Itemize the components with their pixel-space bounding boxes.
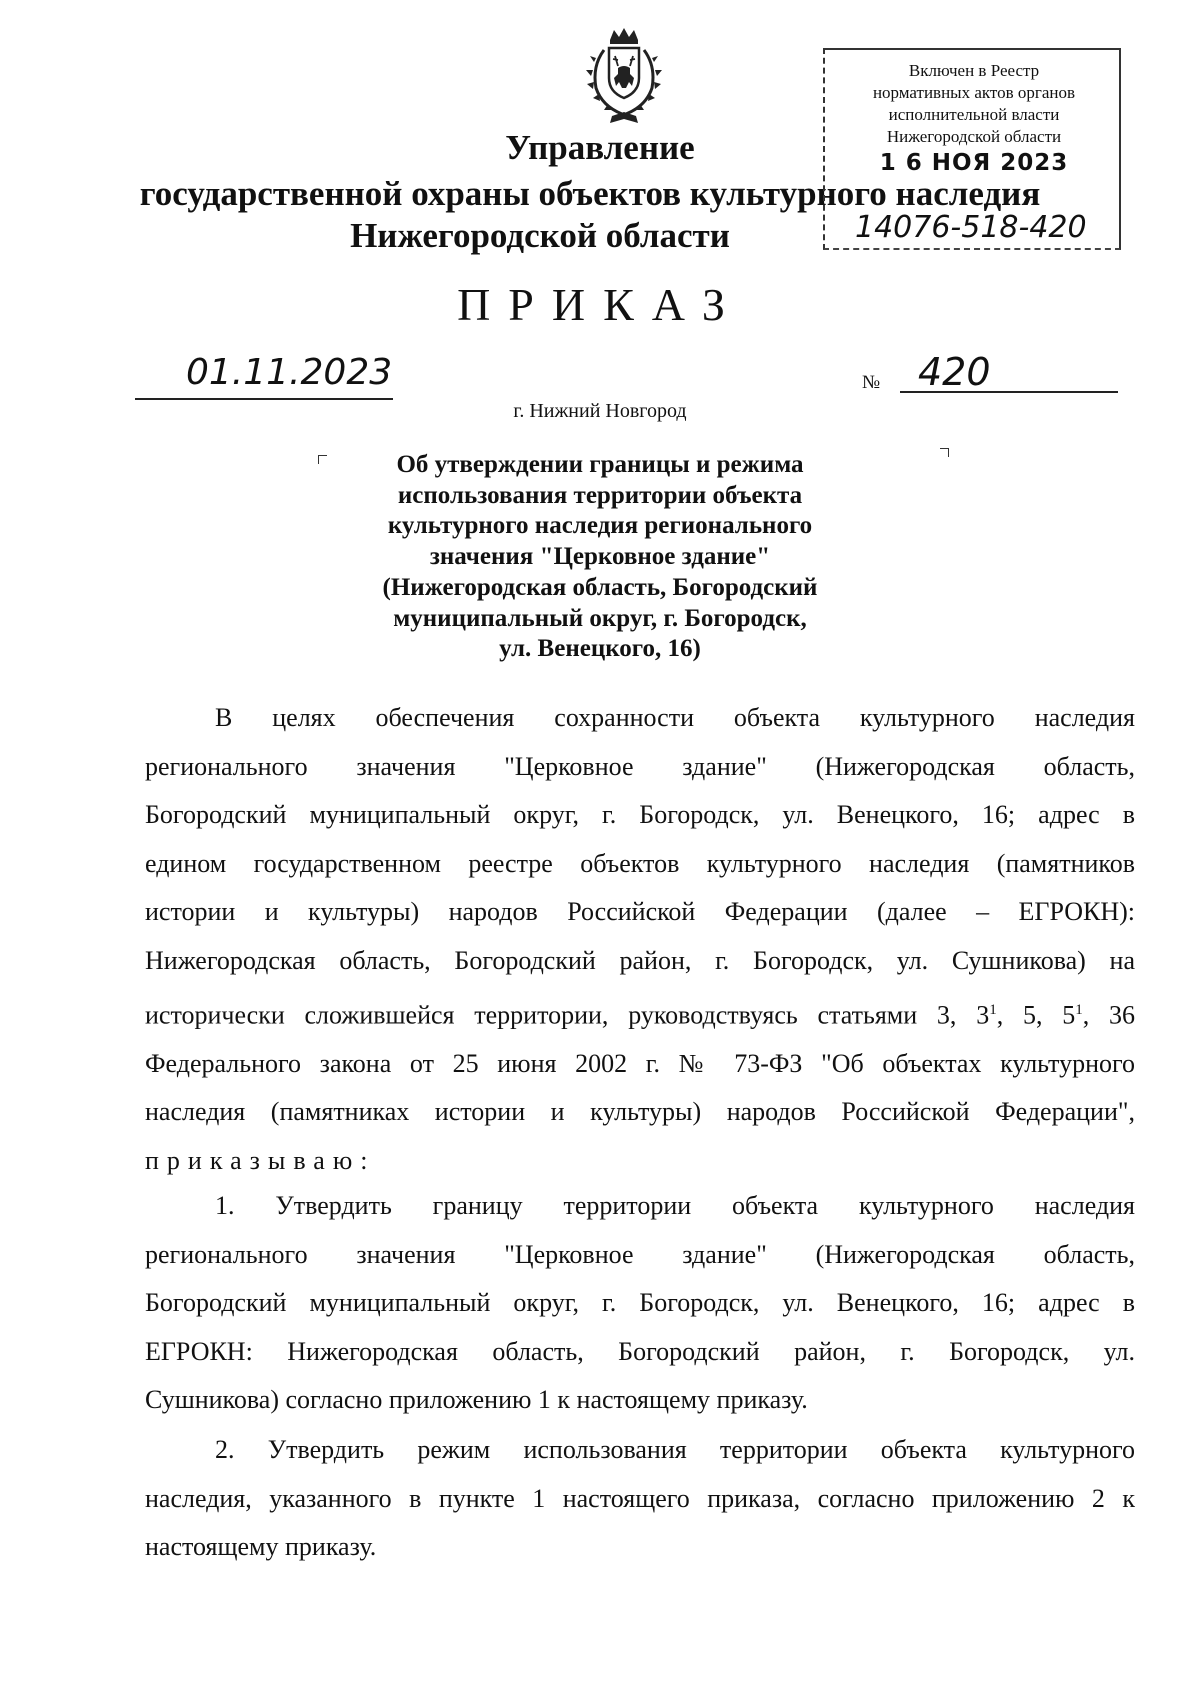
stamp-registry-number: 14076-518-420: [855, 210, 1087, 245]
order-number: 420: [918, 350, 991, 394]
subject-line-2: использования территории объекта: [397, 481, 803, 509]
stamp-line-4: Нижегородской области: [886, 127, 1062, 146]
item-2-line: настоящему приказу.: [145, 1532, 377, 1562]
item-2-line: наследия, указанного в пункте 1 настоящего приказа, согласно приложению 2 к: [145, 1483, 1135, 1513]
item-1-line: Богородский муниципальный округ, г. Богородск, ул. Венецкого, 16; адрес в: [145, 1288, 1135, 1318]
preamble-line: Федерального закона от 25 июня 2002 г. № 73-ФЗ "Об объектах культурного: [145, 1048, 1135, 1078]
stamp-line-1: Включен в Реестр: [908, 61, 1040, 80]
stamp-line-3: исполнительной власти: [888, 105, 1060, 124]
item-2-text: 2. Утвердить режим использования территории объекта культурного: [215, 1435, 1135, 1464]
item-1-line: Сушникова) согласно приложению 1 к настоящему приказу.: [145, 1385, 808, 1415]
preamble-text: , 5, 5: [996, 1000, 1076, 1030]
agency-name-line-2: государственной охраны объектов культурного наследия: [139, 174, 1041, 213]
preamble-line: [145, 694, 1135, 743]
superscript: 1: [989, 1001, 997, 1018]
preamble-line: едином государственном реестре объектов культурного наследия (памятников: [145, 848, 1135, 878]
item-1-text: 1. Утвердить границу территории объекта культурного наследия: [215, 1191, 1135, 1220]
city-name: г. Нижний Новгород: [513, 400, 687, 422]
item-1-paragraph: [145, 1182, 1135, 1425]
coat-of-arms-icon: [582, 26, 666, 126]
subject-line-1: Об утверждении границы и режима: [396, 451, 804, 478]
agency-name-line-1: Управление: [505, 128, 695, 167]
agency-name-line-3: Нижегородской области: [350, 216, 730, 255]
subject-line-4: значения "Церковное здание": [429, 543, 771, 571]
item-1-line: регионального значения "Церковное здание" (Нижегородская область,: [145, 1239, 1135, 1269]
preamble-text: В целях обеспечения сохранности объекта культурного наследия: [215, 703, 1135, 732]
preamble-text: , 36: [1082, 1000, 1136, 1030]
preamble-paragraph: [145, 694, 1135, 1186]
number-underline: [900, 391, 1118, 393]
item-2-paragraph: [145, 1426, 1135, 1572]
preamble-line: регионального значения "Церковное здание" (Нижегородская область,: [145, 751, 1135, 781]
order-subject: [0, 450, 1200, 665]
preamble-text: исторически сложившейся территории, руководствуясь статьями 3, 3: [145, 1000, 990, 1030]
stamp-date: 1 6 НОЯ 2023: [879, 150, 1069, 176]
item-1-line: ЕГРОКН: Нижегородская область, Богородский район, г. Богородск, ул.: [145, 1336, 1135, 1366]
superscript: 1: [1075, 1001, 1083, 1018]
subject-line-7: ул. Венецкого, 16): [499, 635, 701, 663]
registry-stamp: [823, 48, 1121, 250]
order-date: 01.11.2023: [186, 352, 393, 393]
preamble-line: истории и культуры) народов Российской Федерации (далее – ЕГРОКН):: [145, 897, 1135, 927]
subject-line-5: (Нижегородская область, Богородский: [382, 573, 818, 601]
order-word: приказываю:: [145, 1146, 376, 1175]
stamp-line-2: нормативных актов органов: [872, 83, 1076, 102]
subject-line-3: культурного наследия регионального: [387, 512, 813, 540]
item-1-line: [145, 1182, 1135, 1231]
preamble-line: Богородский муниципальный округ, г. Богородск, ул. Венецкого, 16; адрес в: [145, 800, 1135, 830]
preamble-line: [145, 986, 1135, 1040]
document-type: ПРИКАЗ: [457, 279, 743, 330]
item-2-line: [145, 1426, 1135, 1475]
preamble-line: наследия (памятниках истории и культуры) народов Российской Федерации",: [145, 1097, 1135, 1127]
preamble-line: Нижегородская область, Богородский район, г. Богородск, ул. Сушникова) на: [145, 945, 1135, 975]
subject-line-6: муниципальный округ, г. Богородск,: [393, 604, 807, 632]
number-sign: №: [862, 372, 881, 393]
